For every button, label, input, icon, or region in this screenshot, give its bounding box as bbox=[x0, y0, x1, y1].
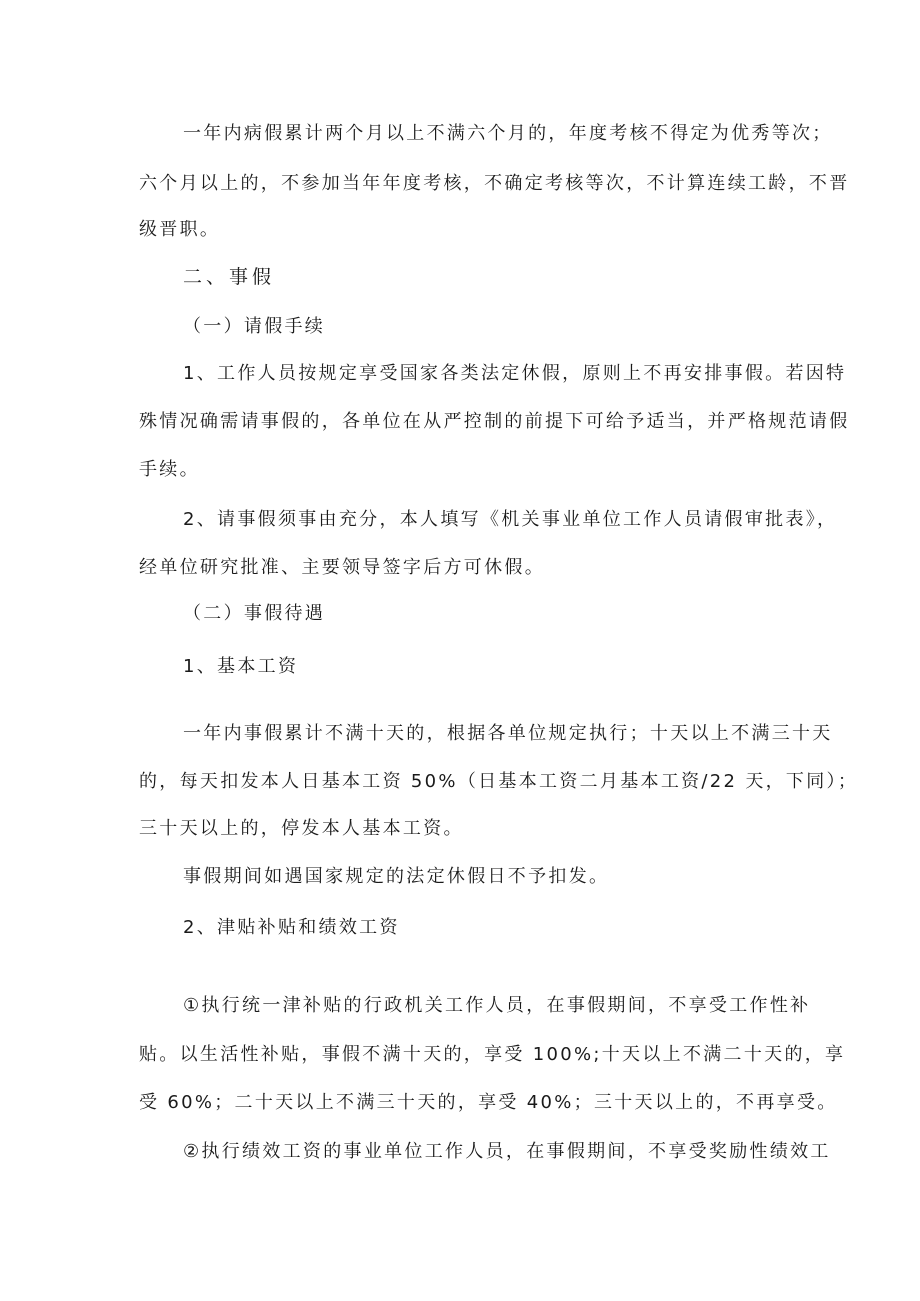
allowance-para-line3: 受 60%；二十天以上不满三十天的，享受 40%；三十天以上的，不再享受。 bbox=[139, 1092, 838, 1113]
item1-line3: 手续。 bbox=[139, 459, 200, 480]
para1-line3: 级晋职。 bbox=[139, 219, 221, 240]
wage-para-line2: 的，每天扣发本人日基本工资 50%（日基本工资二月基本工资/22 天，下同）； bbox=[139, 771, 859, 792]
holiday-note: 事假期间如遇国家规定的法定休假日不予扣发。 bbox=[183, 866, 610, 887]
sub-heading-procedure: （一）请假手续 bbox=[183, 316, 326, 337]
allowance-heading: 2、津贴补贴和绩效工资 bbox=[183, 917, 400, 938]
item1-line1: 1、工作人员按规定享受国家各类法定休假，原则上不再安排事假。若因特 bbox=[183, 363, 847, 384]
wage-para-line3: 三十天以上的，停发本人基本工资。 bbox=[139, 818, 464, 839]
section-heading: 二、事假 bbox=[183, 266, 276, 288]
item2-line2: 经单位研究批准、主要领导签字后方可休假。 bbox=[139, 557, 545, 578]
item1-line2: 殊情况确需请事假的，各单位在从严控制的前提下可给予适当，并严格规范请假 bbox=[139, 411, 850, 432]
para1-line1: 一年内病假累计两个月以上不满六个月的，年度考核不得定为优秀等次； bbox=[183, 123, 833, 144]
wage-para-line1: 一年内事假累计不满十天的，根据各单位规定执行；十天以上不满三十天 bbox=[183, 723, 833, 744]
basic-wage-heading: 1、基本工资 bbox=[183, 656, 299, 677]
para1-line2: 六个月以上的，不参加当年年度考核，不确定考核等次，不计算连续工龄，不晋 bbox=[139, 173, 850, 194]
performance-para-line1: ②执行绩效工资的事业单位工作人员，在事假期间，不享受奖励性绩效工 bbox=[183, 1141, 831, 1162]
item2-line1: 2、请事假须事由充分，本人填写《机关事业单位工作人员请假审批表》， bbox=[183, 509, 838, 530]
sub-heading-treatment: （二）事假待遇 bbox=[183, 603, 326, 624]
allowance-para-line2: 贴。以生活性补贴，事假不满十天的，享受 100%;十天以上不满二十天的，享 bbox=[139, 1044, 846, 1065]
allowance-para-line1: ①执行统一津补贴的行政机关工作人员，在事假期间，不享受工作性补 bbox=[183, 995, 811, 1016]
